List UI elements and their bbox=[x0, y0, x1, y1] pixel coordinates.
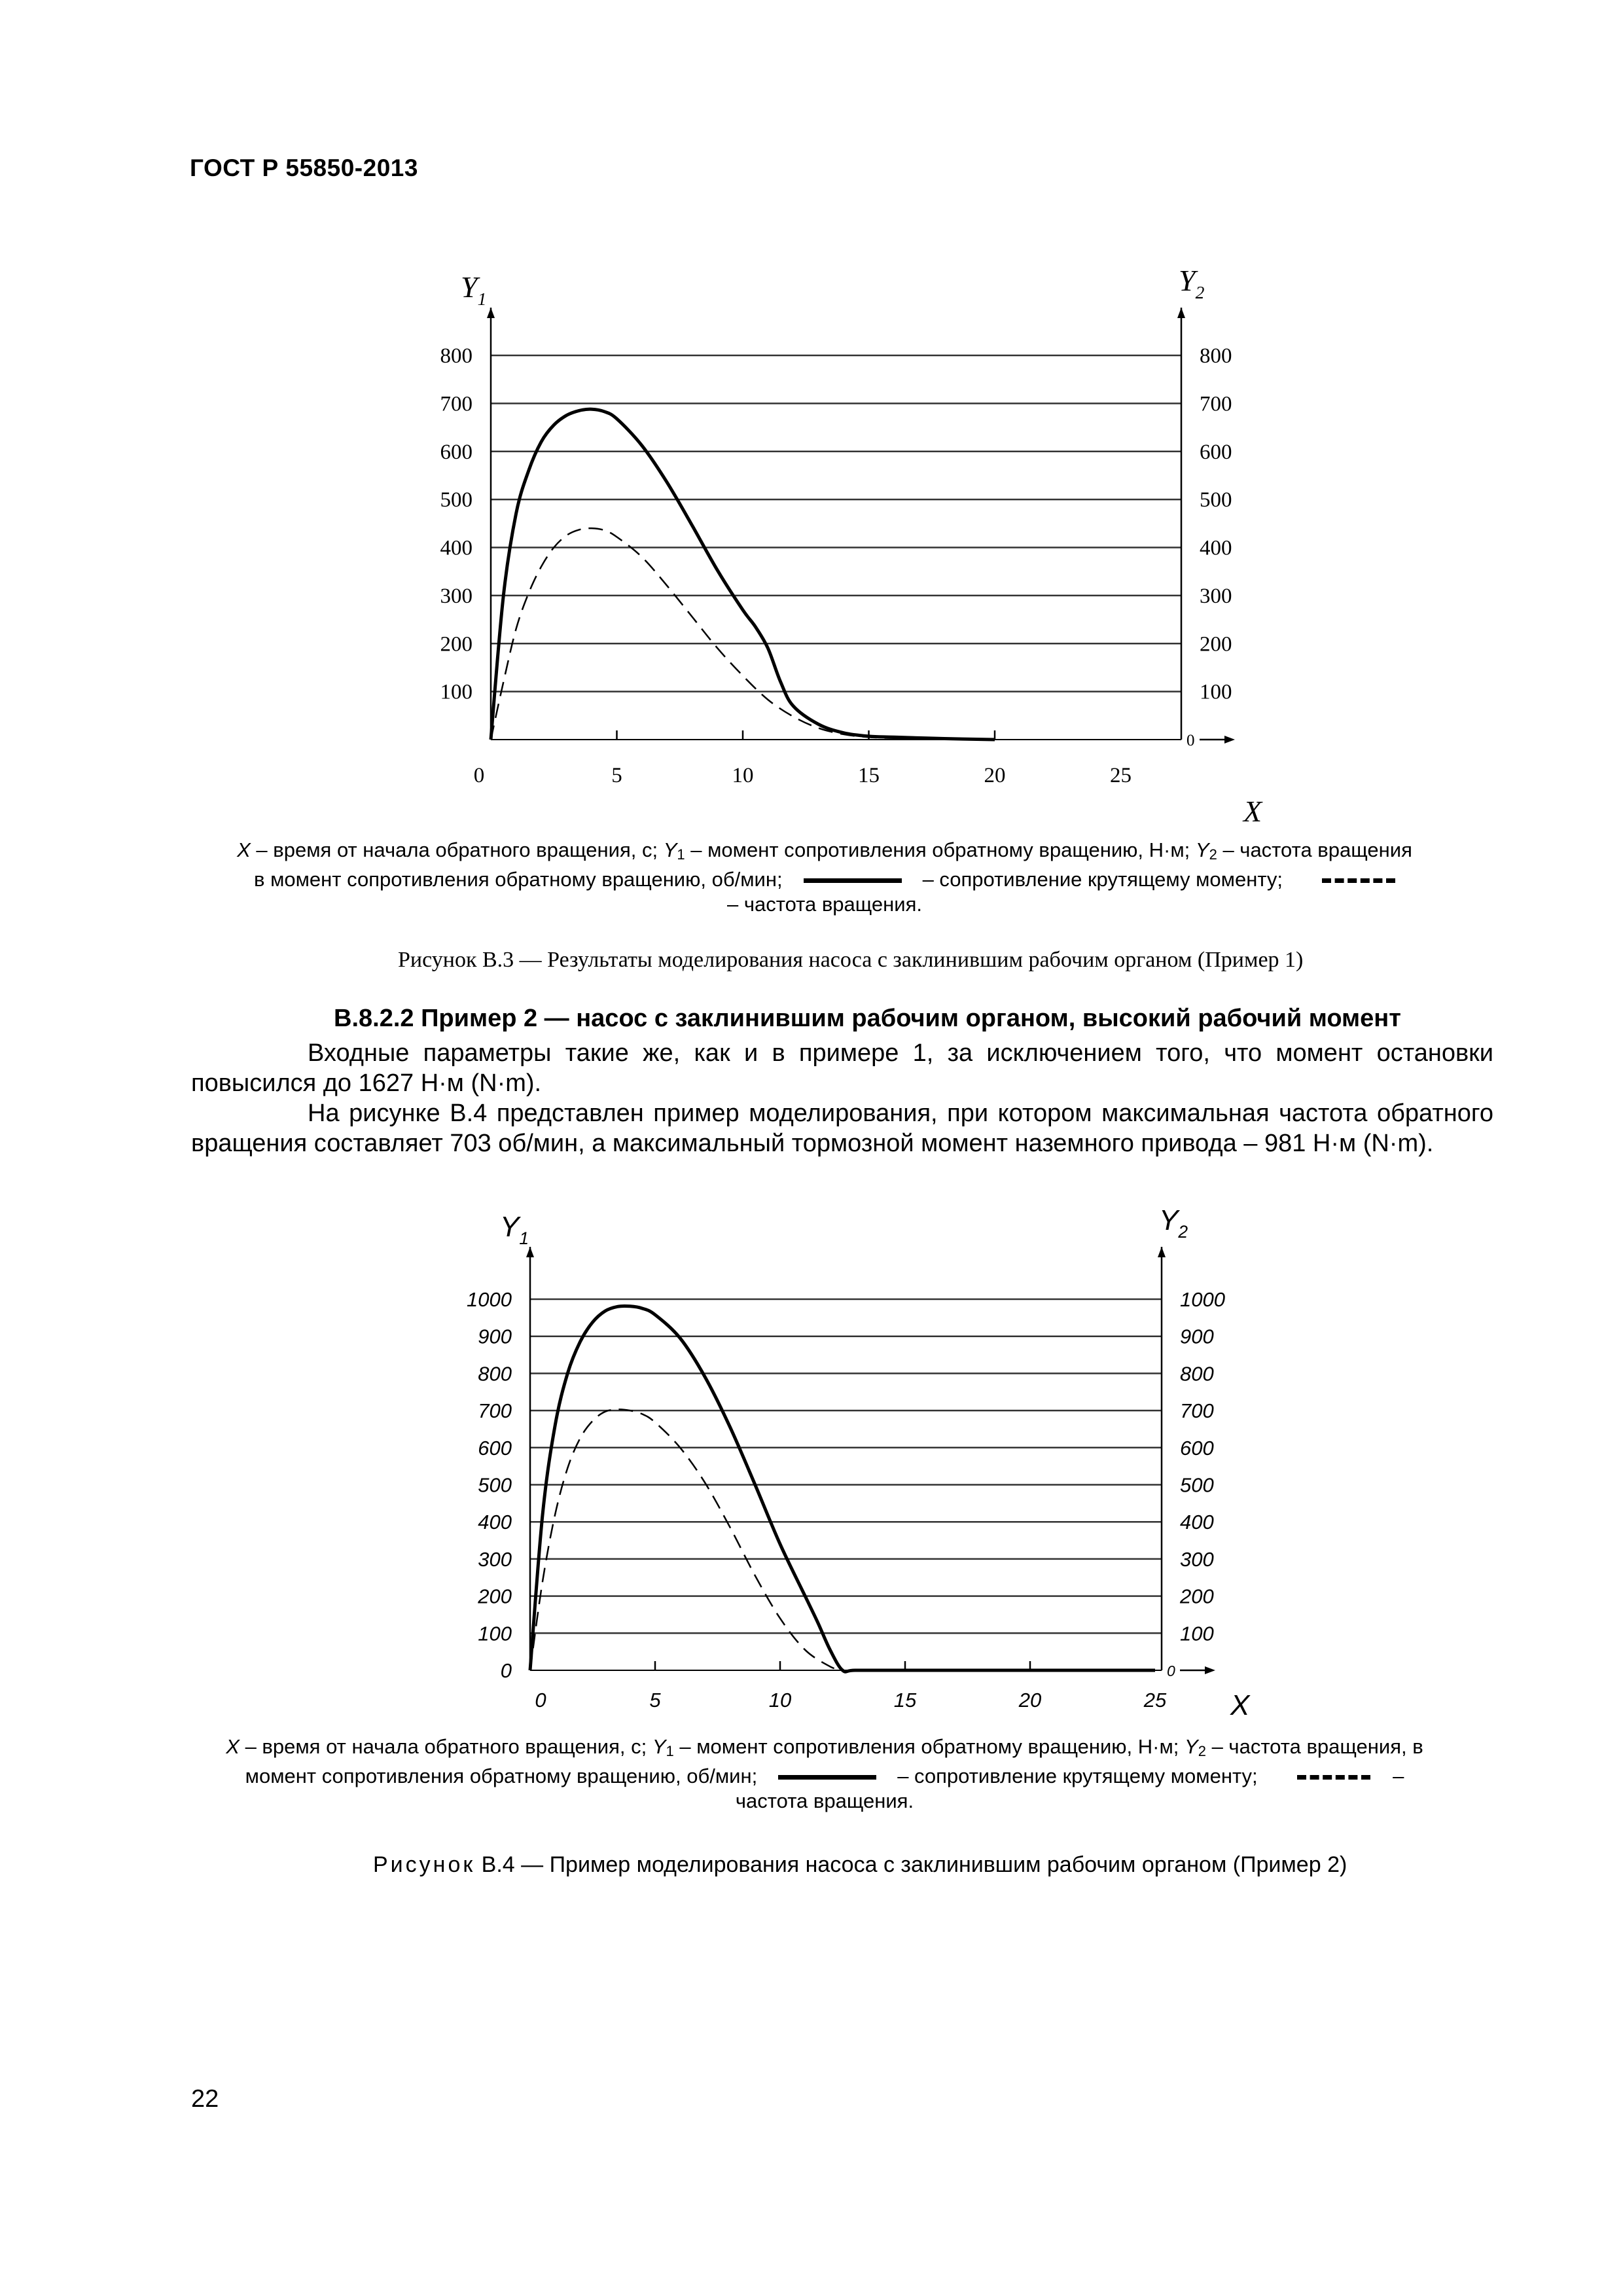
y2-subscript: 2 bbox=[1209, 846, 1217, 863]
y2-tick-label: 600 bbox=[1180, 1436, 1214, 1460]
y1-tick-label: 300 bbox=[478, 1547, 512, 1571]
solid-line-swatch bbox=[804, 878, 902, 883]
x-axis-arrow bbox=[1205, 1666, 1215, 1674]
y1-tick-label: 800 bbox=[478, 1362, 512, 1386]
caption-text: В.4 — Пример моделирования насоса с заклинившим рабочим органом (Пример 2) bbox=[475, 1852, 1347, 1877]
figure-b4-caption bbox=[373, 1852, 1347, 1878]
y2-tick-label: 100 bbox=[1200, 680, 1232, 704]
rotation-speed-curve bbox=[530, 1409, 843, 1670]
y1-symbol: Y bbox=[652, 1735, 666, 1758]
x-symbol: X bbox=[237, 838, 251, 861]
y2-tick-label: 900 bbox=[1180, 1325, 1214, 1348]
caption-prefix: Рисунок bbox=[373, 1852, 476, 1877]
y2-axis-label: $Y_2$ bbox=[1159, 1204, 1188, 1242]
torque-resistance-curve bbox=[491, 409, 995, 740]
y2-tick-label: 1000 bbox=[1180, 1288, 1225, 1311]
y1-tick-label: 0 bbox=[500, 1659, 512, 1682]
y2-axis-label-sub: 2 bbox=[1195, 282, 1205, 302]
figure-b4-chart bbox=[458, 1198, 1270, 1721]
y2-tick-label: 0 bbox=[1167, 1662, 1175, 1679]
y1-tick-label: 600 bbox=[478, 1436, 512, 1460]
figure-b3-caption: Рисунок В.3 — Результаты моделирования насоса с заклинившим рабочим органом (Пример 1) bbox=[398, 948, 1304, 972]
x-tick-label: 5 bbox=[649, 1689, 661, 1712]
x-tick-label: 20 bbox=[984, 764, 1006, 787]
x-tick-label: 0 bbox=[535, 1689, 546, 1712]
y1-subscript: 1 bbox=[677, 846, 685, 863]
y2-tick-label: 500 bbox=[1200, 488, 1232, 512]
x-axis-label: X bbox=[1230, 1689, 1250, 1721]
document-header: ГОСТ Р 55850-2013 bbox=[190, 154, 418, 181]
x-tick-label: 0 bbox=[473, 764, 485, 787]
y2-tick-label: 300 bbox=[1200, 584, 1232, 608]
y2-tick-label: 300 bbox=[1180, 1547, 1214, 1571]
solid-line-description: – сопротивление крутящему моменту; bbox=[922, 868, 1283, 891]
dashed-line-description: – частота вращения. bbox=[726, 893, 923, 916]
paragraph-2 bbox=[191, 1098, 1493, 1158]
y1-tick-label: 100 bbox=[440, 680, 473, 704]
figure-b3-chart bbox=[419, 262, 1296, 838]
y1-tick-label: 1000 bbox=[467, 1288, 512, 1311]
y2-tick-label: 800 bbox=[1180, 1362, 1214, 1386]
y2-symbol: Y bbox=[1195, 838, 1209, 861]
y1-subscript: 1 bbox=[666, 1743, 674, 1759]
y1-tick-label: 100 bbox=[478, 1622, 512, 1645]
y2-axis-arrow bbox=[1177, 308, 1185, 318]
figure-b3-legend bbox=[157, 838, 1492, 917]
y2-axis-arrow bbox=[1158, 1247, 1166, 1257]
x-tick-label: 25 bbox=[1143, 1689, 1167, 1712]
dash-tail: – bbox=[1393, 1765, 1404, 1787]
y1-tick-label: 200 bbox=[440, 632, 473, 656]
y2-tick-label: 600 bbox=[1200, 440, 1232, 464]
y2-tick-label: 700 bbox=[1200, 392, 1232, 416]
y1-symbol: Y bbox=[663, 838, 677, 861]
y1-description: – момент сопротивления обратному вращению, Н·м; bbox=[685, 838, 1196, 861]
paragraph-1 bbox=[191, 1038, 1493, 1098]
x-tick-label: 15 bbox=[858, 764, 880, 787]
y1-tick-label: 400 bbox=[440, 536, 473, 560]
section-heading: В.8.2.2 Пример 2 — насос с заклинившим рабочим органом, высокий рабочий момент bbox=[334, 1005, 1401, 1032]
paragraph-1-text: Входные параметры такие же, как и в примере 1, за исключением того, что момент остановки повысился до 1627 Н·м (N·m). bbox=[191, 1039, 1493, 1097]
dashed-line-swatch bbox=[1297, 1775, 1370, 1780]
y1-axis-label: $Y_1$ bbox=[461, 270, 487, 309]
page-number: 22 bbox=[191, 2085, 219, 2113]
y2-tick-label: 0 bbox=[1186, 732, 1195, 749]
x-description: – время от начала обратного вращения, с; bbox=[250, 838, 664, 861]
y2-description-cont: момент сопротивления обратному вращению, об/мин; bbox=[245, 1765, 758, 1787]
dashed-line-description: частота вращения. bbox=[735, 1789, 914, 1812]
y2-tick-label: 400 bbox=[1200, 536, 1232, 560]
y1-tick-label: 300 bbox=[440, 584, 473, 608]
y2-axis-label-sub: 2 bbox=[1178, 1222, 1188, 1242]
y2-tick-label: 400 bbox=[1180, 1511, 1214, 1534]
y2-tick-label: 700 bbox=[1180, 1399, 1214, 1423]
y1-axis-label-sub: 1 bbox=[477, 289, 487, 309]
x-tick-label: 5 bbox=[611, 764, 622, 787]
figure-b4-legend bbox=[151, 1734, 1499, 1814]
y1-axis-arrow bbox=[526, 1247, 534, 1257]
y2-description: – частота вращения bbox=[1217, 838, 1412, 861]
x-axis-label: X bbox=[1243, 795, 1262, 828]
x-tick-label: 15 bbox=[893, 1689, 917, 1712]
y1-tick-label: 800 bbox=[440, 344, 473, 368]
paragraph-2-text: На рисунке В.4 представлен пример моделирования, при котором максимальная частота обратного вращения составляет 703 об/мин, а максимальный тормозной момент наземного привода – 981 Н·м (N·m). bbox=[191, 1100, 1493, 1157]
solid-line-swatch bbox=[778, 1775, 876, 1780]
y1-tick-label: 700 bbox=[478, 1399, 512, 1423]
y1-tick-label: 700 bbox=[440, 392, 473, 416]
y2-description-cont: в момент сопротивления обратному вращению, об/мин; bbox=[253, 868, 783, 891]
y2-axis-label: $Y_2$ bbox=[1179, 264, 1205, 302]
y2-tick-label: 800 bbox=[1200, 344, 1232, 368]
y1-tick-label: 200 bbox=[478, 1585, 512, 1608]
x-axis-arrow bbox=[1224, 736, 1235, 744]
y1-axis-arrow bbox=[487, 308, 495, 318]
y1-tick-label: 900 bbox=[478, 1325, 512, 1348]
solid-line-description: – сопротивление крутящему моменту; bbox=[897, 1765, 1258, 1787]
y2-symbol: Y bbox=[1185, 1735, 1198, 1758]
rotation-speed-curve bbox=[491, 528, 995, 740]
y2-tick-label: 200 bbox=[1200, 632, 1232, 656]
y2-description: – частота вращения, в bbox=[1205, 1735, 1423, 1758]
torque-resistance-curve bbox=[530, 1306, 1155, 1672]
y2-tick-label: 500 bbox=[1180, 1473, 1214, 1497]
y2-tick-label: 100 bbox=[1180, 1622, 1214, 1645]
x-tick-label: 10 bbox=[768, 1689, 792, 1712]
y2-tick-label: 200 bbox=[1180, 1585, 1214, 1608]
y1-tick-label: 500 bbox=[478, 1473, 512, 1497]
x-tick-label: 10 bbox=[732, 764, 754, 787]
y1-axis-label-sub: 1 bbox=[519, 1229, 529, 1248]
y1-axis-label: $Y_1$ bbox=[500, 1211, 529, 1248]
y1-tick-label: 500 bbox=[440, 488, 473, 512]
x-symbol: X bbox=[226, 1735, 240, 1758]
x-tick-label: 20 bbox=[1018, 1689, 1042, 1712]
y2-subscript: 2 bbox=[1198, 1743, 1206, 1759]
x-tick-label: 25 bbox=[1110, 764, 1132, 787]
y1-tick-label: 400 bbox=[478, 1511, 512, 1534]
y1-description: – момент сопротивления обратному вращению, Н·м; bbox=[673, 1735, 1185, 1758]
x-description: – время от начала обратного вращения, с; bbox=[239, 1735, 652, 1758]
y1-tick-label: 600 bbox=[440, 440, 473, 464]
dashed-line-swatch bbox=[1322, 878, 1395, 883]
